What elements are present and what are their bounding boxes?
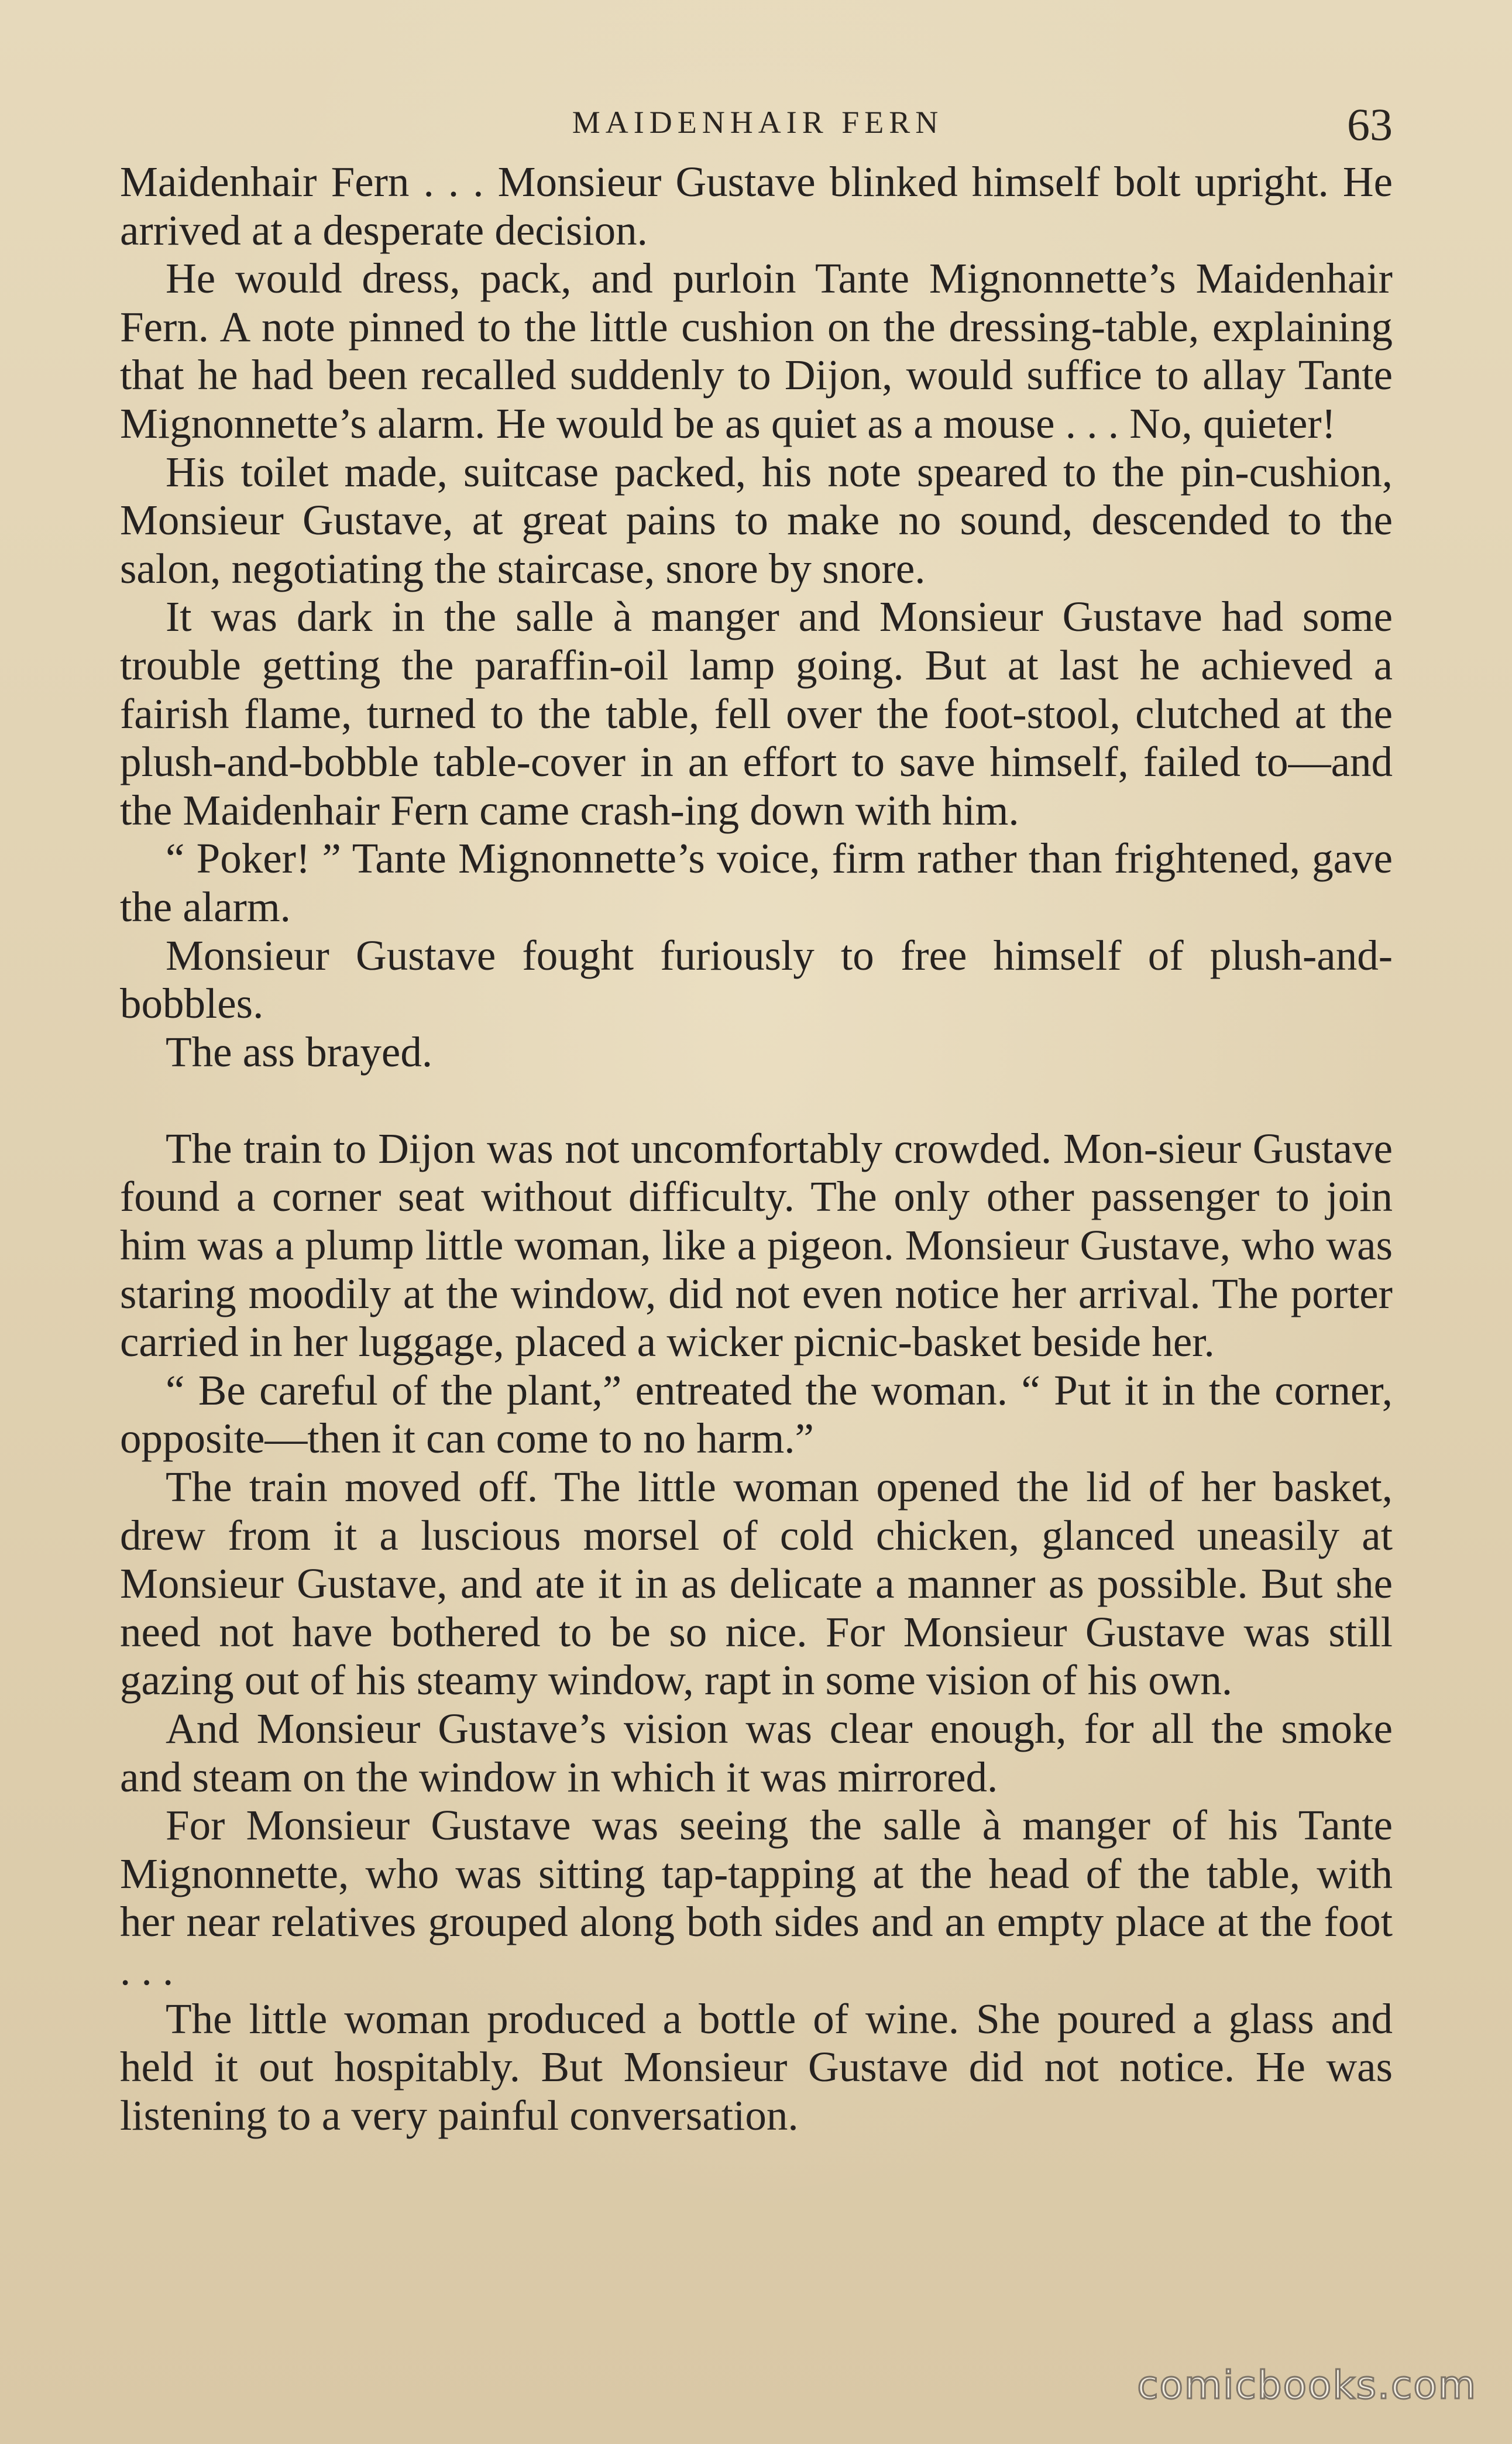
paragraph: “ Be careful of the plant,” entreated the woman. “ Put it in the corner, opposite—then it can come to no harm.” <box>120 1366 1393 1463</box>
paragraph: The train moved off. The little woman opened the lid of her basket, drew from it a luscious morsel of cold chicken, glanced uneasily at Monsieur Gustave, and ate it in as delicate a manner as possible. But she need not have bothered to be so nice. For Monsieur Gustave was still gazing out of his steamy window, rapt in some vision of his own. <box>120 1463 1393 1704</box>
paragraph: He would dress, pack, and purloin Tante Mignonnette’s Maidenhair Fern. A note pinned to the little cushion on the dressing-table, explaining that he had been recalled suddenly to Dijon, would suffice to allay Tante Mignonnette’s alarm. He would be as quiet as a mouse . . . No, quieter! <box>120 255 1393 447</box>
paragraph: His toilet made, suitcase packed, his note speared to the pin-cushion, Monsieur Gustave, at great pains to make no sound, descended to the salon, negotiating the staircase, snore by snore. <box>120 448 1393 592</box>
paragraph: And Monsieur Gustave’s vision was clear enough, for all the smoke and steam on the window in which it was mirrored. <box>120 1705 1393 1801</box>
page-header <box>123 98 1393 151</box>
page-number: 63 <box>1347 99 1393 150</box>
paragraph: “ Poker! ” Tante Mignonnette’s voice, firm rather than frightened, gave the alarm. <box>120 835 1393 931</box>
running-title: MAIDENHAIR FERN <box>572 105 944 140</box>
paragraph: Maidenhair Fern . . . Monsieur Gustave blinked himself bolt upright. He arrived at a desperate decision. <box>120 158 1393 254</box>
section-break <box>120 1076 1393 1125</box>
body-text <box>120 158 1393 2140</box>
watermark: comicbooks.com <box>1137 2363 1477 2408</box>
paragraph: The little woman produced a bottle of wine. She poured a glass and held it out hospitably. But Monsieur Gustave did not notice. He was listening to a very painful conversation. <box>120 1995 1393 2139</box>
paragraph: Monsieur Gustave fought furiously to free himself of plush-and-bobbles. <box>120 931 1393 1028</box>
paragraph: It was dark in the salle à manger and Monsieur Gustave had some trouble getting the paraffin-oil lamp going. But at last he achieved a fairish flame, turned to the table, fell over the foot-stool, clutched at the plush-and-bobble table-cover in an effort to save himself, failed to—and the Maidenhair Fern came crash-ing down with him. <box>120 593 1393 834</box>
paragraph: The ass brayed. <box>166 1028 433 1076</box>
paragraph: The train to Dijon was not uncomfortably crowded. Mon-sieur Gustave found a corner seat without difficulty. The only other passenger to join him was a plump little woman, like a pigeon. Monsieur Gustave, who was staring moodily at the window, did not even notice her arrival. The porter carried in her luggage, placed a wicker picnic-basket beside her. <box>120 1124 1393 1366</box>
paragraph: For Monsieur Gustave was seeing the salle à manger of his Tante Mignonnette, who was sitting tap-tapping at the head of the table, with her near relatives grouped along both sides and an empty place at the foot . . . <box>120 1801 1393 1994</box>
